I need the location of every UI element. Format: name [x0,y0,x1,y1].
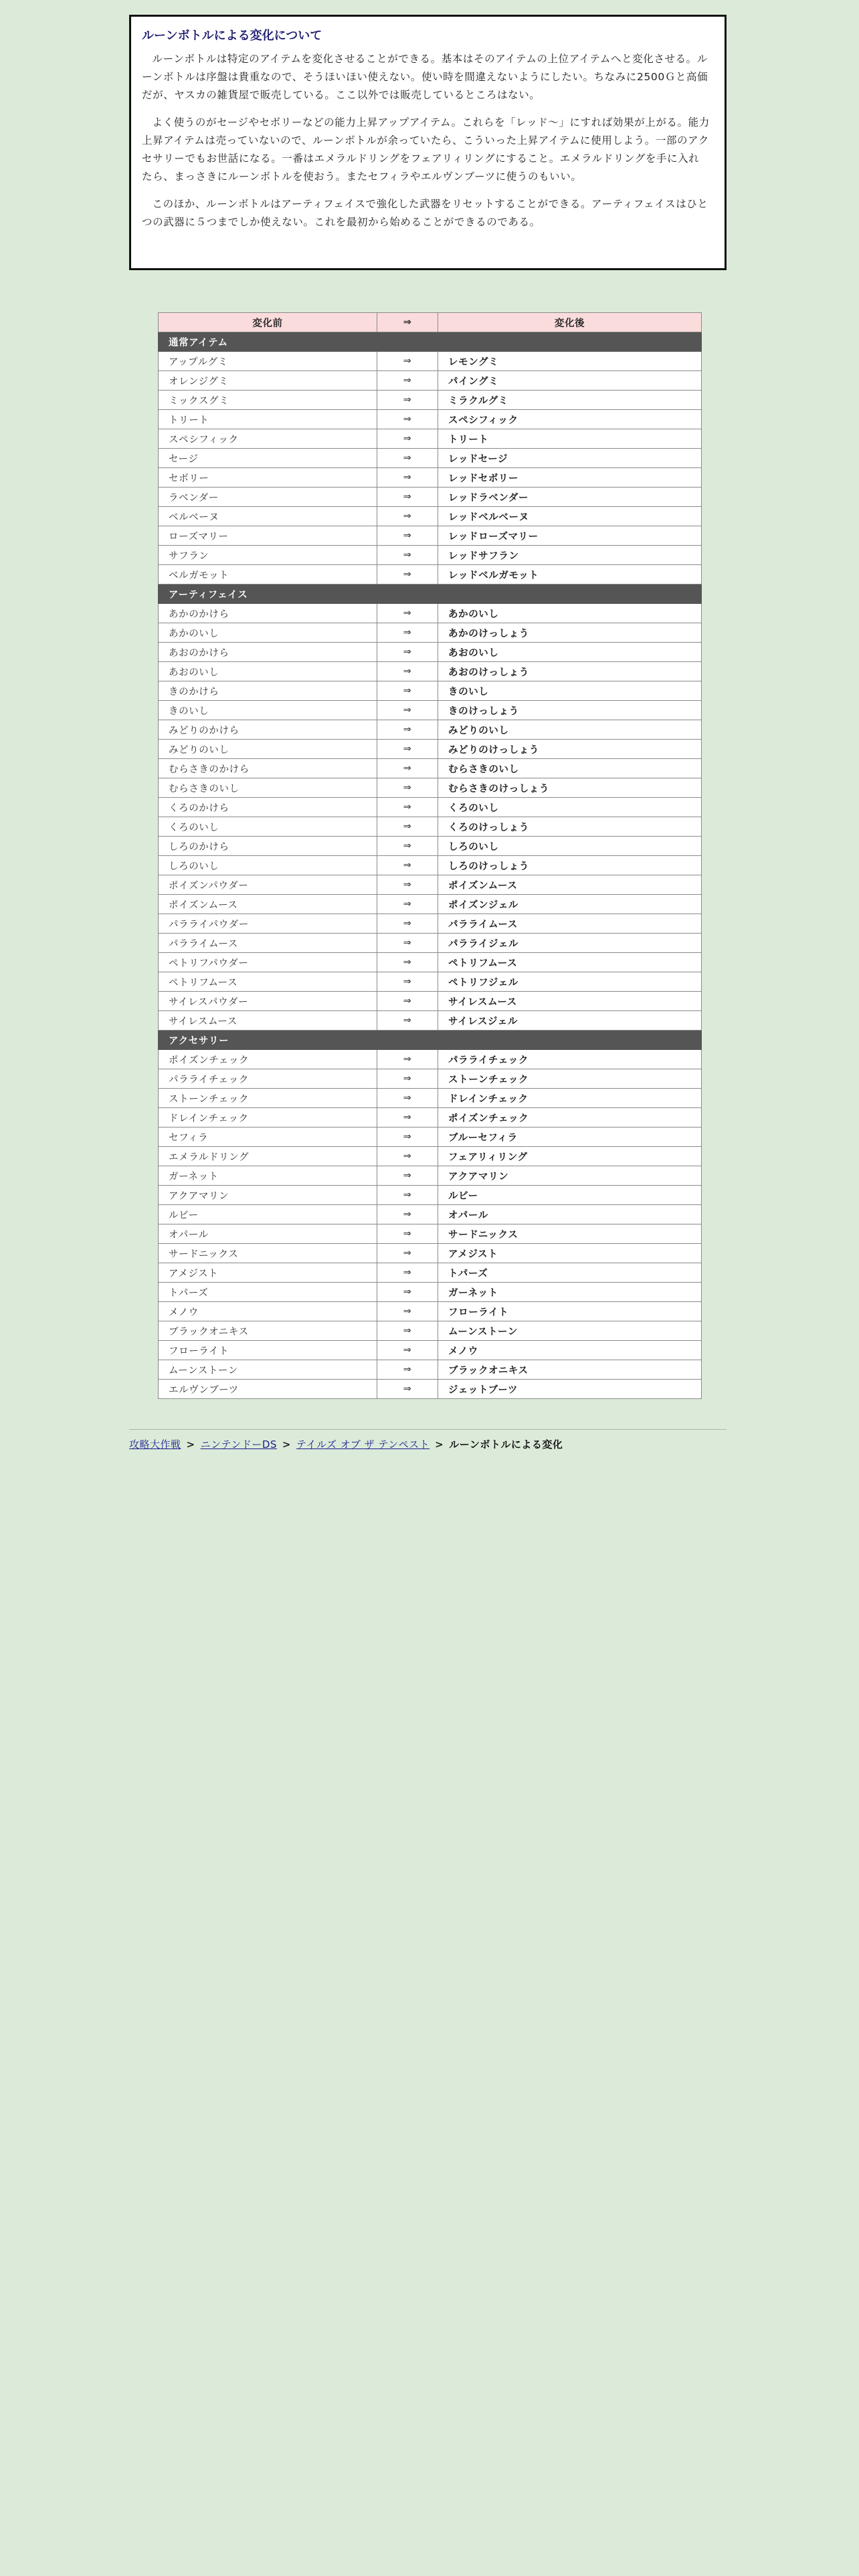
cell-before: みどりのかけら [159,720,377,740]
section-label: アクセサリー [159,1031,702,1050]
arrow-cell: ⇒ [377,856,438,875]
cell-before: ローズマリー [159,526,377,546]
table-row [159,429,702,449]
cell-after: レッドベルガモット [438,565,702,584]
cell-after: フローライト [438,1302,702,1321]
arrow-cell: ⇒ [377,1341,438,1360]
arrow-cell: ⇒ [377,759,438,778]
arrow-cell: ⇒ [377,391,438,410]
table-row [159,1302,702,1321]
info-paragraph: よく使うのがセージやセボリーなどの能力上昇アップアイテム。これらを「レッド～」にすれば効果が上がる。能力上昇アイテムは売っていないので、ルーンボトルが余っていたら、こういった上昇アイテムに使用しよう。一部のアクセサリーでもお世話になる。一番はエメラルドリングをフェアリィリングにすること。エメラルドリングを手に入れたら、まっさきにルーンボトルを使おう。またセフィラやエルヴンブーツに使うのもいい。 [142,116,710,183]
arrow-cell: ⇒ [377,895,438,914]
info-box [129,15,727,270]
table-row [159,1011,702,1031]
section-row [159,1031,702,1050]
table-row [159,468,702,488]
arrow-cell: ⇒ [377,526,438,546]
arrow-cell: ⇒ [377,1089,438,1108]
cell-after: あかのけっしょう [438,623,702,643]
cell-before: アクアマリン [159,1186,377,1205]
breadcrumb-separator: > [186,1438,195,1451]
cell-before: エメラルドリング [159,1147,377,1166]
cell-before: サフラン [159,546,377,565]
arrow-cell: ⇒ [377,875,438,895]
arrow-cell: ⇒ [377,972,438,992]
table-row [159,681,702,701]
arrow-cell: ⇒ [377,1283,438,1302]
arrow-cell: ⇒ [377,681,438,701]
table-body [159,332,702,1399]
cell-after: むらさきのけっしょう [438,778,702,798]
cell-after: レッドベルベーヌ [438,507,702,526]
table-row [159,1263,702,1283]
arrow-cell: ⇒ [377,817,438,837]
arrow-cell: ⇒ [377,643,438,662]
cell-after: しろのいし [438,837,702,856]
cell-after: メノウ [438,1341,702,1360]
table-row [159,798,702,817]
cell-before: パラライムース [159,934,377,953]
table-row [159,972,702,992]
arrow-cell: ⇒ [377,837,438,856]
cell-after: トリート [438,429,702,449]
breadcrumb-link-tales-of-the-tempest[interactable]: テイルズ オブ ザ テンペスト [296,1438,430,1451]
table-row [159,507,702,526]
section-row [159,584,702,604]
cell-after: ポイズンムース [438,875,702,895]
arrow-cell: ⇒ [377,352,438,371]
info-paragraph: このほか、ルーンボトルはアーティフェイスで強化した武器をリセットすることができる。アーティフェイスはひとつの武器に５つまでしか使えない。これを最初から始めることができるのである。 [142,198,708,228]
table-row [159,1186,702,1205]
table-row [159,895,702,914]
cell-after: くろのけっしょう [438,817,702,837]
arrow-cell: ⇒ [377,1108,438,1128]
arrow-cell: ⇒ [377,720,438,740]
cell-after: トパーズ [438,1263,702,1283]
table-row [159,1283,702,1302]
cell-after: ペトリフムース [438,953,702,972]
cell-after: ポイズンチェック [438,1108,702,1128]
arrow-cell: ⇒ [377,623,438,643]
arrow-cell: ⇒ [377,1011,438,1031]
cell-after: ジェットブーツ [438,1380,702,1399]
cell-before: しろのいし [159,856,377,875]
cell-before: あかのかけら [159,604,377,623]
cell-before: セボリー [159,468,377,488]
table-row [159,604,702,623]
cell-after: レモングミ [438,352,702,371]
cell-after: レッドセボリー [438,468,702,488]
cell-after: スペシフィック [438,410,702,429]
table-row [159,934,702,953]
section-label: 通常アイテム [159,332,702,352]
cell-before: ポイズンパウダー [159,875,377,895]
cell-after: レッドローズマリー [438,526,702,546]
cell-after: ガーネット [438,1283,702,1302]
cell-after: むらさきのいし [438,759,702,778]
table-row [159,662,702,681]
table-row [159,720,702,740]
cell-before: くろのかけら [159,798,377,817]
breadcrumb-link-nintendo-ds[interactable]: ニンテンドーDS [200,1438,277,1451]
table-row [159,623,702,643]
cell-after: きのいし [438,681,702,701]
header-before: 変化前 [159,313,377,332]
arrow-cell: ⇒ [377,1069,438,1089]
cell-after: オパール [438,1205,702,1224]
cell-after: サイレスジェル [438,1011,702,1031]
arrow-cell: ⇒ [377,1128,438,1147]
cell-before: きのいし [159,701,377,720]
table-row [159,449,702,468]
table-row [159,914,702,934]
cell-before: きのかけら [159,681,377,701]
table-row [159,526,702,546]
cell-before: ブラックオニキス [159,1321,377,1341]
table-row [159,391,702,410]
arrow-cell: ⇒ [377,565,438,584]
cell-before: むらさきのかけら [159,759,377,778]
cell-after: レッドサフラン [438,546,702,565]
table-row [159,1128,702,1147]
cell-before: サイレスムース [159,1011,377,1031]
arrow-cell: ⇒ [377,798,438,817]
breadcrumb-current: ルーンボトルによる変化 [449,1438,563,1451]
arrow-cell: ⇒ [377,1205,438,1224]
table-row [159,565,702,584]
table-row [159,875,702,895]
arrow-cell: ⇒ [377,701,438,720]
table-row [159,953,702,972]
breadcrumb-separator: > [435,1438,444,1451]
table-row [159,546,702,565]
table-row [159,1244,702,1263]
cell-before: アップルグミ [159,352,377,371]
breadcrumb-link-home[interactable]: 攻略大作戦 [129,1438,181,1451]
arrow-cell: ⇒ [377,1380,438,1399]
cell-after: ミラクルグミ [438,391,702,410]
cell-before: あおのいし [159,662,377,681]
cell-after: ストーンチェック [438,1069,702,1089]
table-row [159,817,702,837]
breadcrumb [129,1436,563,1453]
table-row [159,740,702,759]
cell-after: あおのけっしょう [438,662,702,681]
table-row [159,1108,702,1128]
footer-divider [129,1429,727,1430]
cell-before: スペシフィック [159,429,377,449]
arrow-cell: ⇒ [377,1302,438,1321]
arrow-cell: ⇒ [377,546,438,565]
cell-after: きのけっしょう [438,701,702,720]
cell-before: しろのかけら [159,837,377,856]
header-after: 変化後 [438,313,702,332]
info-paragraph: ルーンボトルは特定のアイテムを変化させることができる。基本はそのアイテムの上位アイテムへと変化させる。ルーンボトルは序盤は貴重なので、そうほいほい使えない。使い時を間違えないようにしたい。ちなみに2500Ｇと高価だが、ヤスカの雑貨屋で販売している。ここ以外では販売しているところはない。 [142,53,708,101]
cell-before: ストーンチェック [159,1089,377,1108]
cell-before: オレンジグミ [159,371,377,391]
table-row [159,1147,702,1166]
cell-after: アメジスト [438,1244,702,1263]
cell-before: ベルベーヌ [159,507,377,526]
cell-after: アクアマリン [438,1166,702,1186]
cell-after: みどりのいし [438,720,702,740]
table-header-row [159,313,702,332]
cell-after: レッドセージ [438,449,702,468]
arrow-cell: ⇒ [377,371,438,391]
cell-after: レッドラベンダー [438,488,702,507]
cell-after: パラライジェル [438,934,702,953]
cell-before: オパール [159,1224,377,1244]
cell-after: パラライチェック [438,1050,702,1069]
arrow-cell: ⇒ [377,1166,438,1186]
cell-before: ラベンダー [159,488,377,507]
arrow-cell: ⇒ [377,1263,438,1283]
table-row [159,371,702,391]
cell-before: ルビー [159,1205,377,1224]
cell-after: パラライムース [438,914,702,934]
table-row [159,1050,702,1069]
cell-after: ルビー [438,1186,702,1205]
cell-after: しろのけっしょう [438,856,702,875]
cell-after: ポイズンジェル [438,895,702,914]
table-row [159,1205,702,1224]
arrow-cell: ⇒ [377,934,438,953]
header-arrow: ⇒ [377,313,438,332]
cell-before: ベルガモット [159,565,377,584]
arrow-cell: ⇒ [377,914,438,934]
arrow-cell: ⇒ [377,992,438,1011]
arrow-cell: ⇒ [377,1360,438,1380]
arrow-cell: ⇒ [377,429,438,449]
cell-before: セフィラ [159,1128,377,1147]
arrow-cell: ⇒ [377,1050,438,1069]
table-row [159,856,702,875]
arrow-cell: ⇒ [377,1224,438,1244]
cell-before: ガーネット [159,1166,377,1186]
cell-after: ブラックオニキス [438,1360,702,1380]
table-row [159,701,702,720]
cell-after: パイングミ [438,371,702,391]
table-row [159,1089,702,1108]
cell-before: あおのかけら [159,643,377,662]
table-row [159,1341,702,1360]
table-row [159,1380,702,1399]
cell-before: みどりのいし [159,740,377,759]
cell-before: アメジスト [159,1263,377,1283]
change-table-wrapper [158,312,701,1399]
change-table [158,312,702,1399]
table-row [159,778,702,798]
table-row [159,837,702,856]
cell-after: サードニックス [438,1224,702,1244]
cell-before: あかのいし [159,623,377,643]
cell-before: ペトリフムース [159,972,377,992]
arrow-cell: ⇒ [377,488,438,507]
cell-after: あおのいし [438,643,702,662]
cell-after: ブルーセフィラ [438,1128,702,1147]
cell-before: くろのいし [159,817,377,837]
arrow-cell: ⇒ [377,953,438,972]
cell-before: トリート [159,410,377,429]
table-row [159,1321,702,1341]
arrow-cell: ⇒ [377,1244,438,1263]
cell-before: サードニックス [159,1244,377,1263]
section-label: アーティフェイス [159,584,702,604]
cell-before: ドレインチェック [159,1108,377,1128]
table-row [159,410,702,429]
arrow-cell: ⇒ [377,662,438,681]
arrow-cell: ⇒ [377,740,438,759]
cell-before: パラライパウダー [159,914,377,934]
cell-after: フェアリィリング [438,1147,702,1166]
arrow-cell: ⇒ [377,507,438,526]
cell-before: ペトリフパウダー [159,953,377,972]
table-row [159,352,702,371]
cell-after: ペトリフジェル [438,972,702,992]
arrow-cell: ⇒ [377,604,438,623]
cell-after: くろのいし [438,798,702,817]
table-row [159,1069,702,1089]
table-row [159,1224,702,1244]
cell-after: みどりのけっしょう [438,740,702,759]
arrow-cell: ⇒ [377,778,438,798]
cell-before: フローライト [159,1341,377,1360]
arrow-cell: ⇒ [377,449,438,468]
table-row [159,992,702,1011]
arrow-cell: ⇒ [377,468,438,488]
arrow-cell: ⇒ [377,1186,438,1205]
cell-before: むらさきのいし [159,778,377,798]
cell-before: セージ [159,449,377,468]
cell-before: サイレスパウダー [159,992,377,1011]
arrow-cell: ⇒ [377,410,438,429]
cell-before: メノウ [159,1302,377,1321]
cell-after: ドレインチェック [438,1089,702,1108]
cell-after: ムーンストーン [438,1321,702,1341]
cell-before: ミックスグミ [159,391,377,410]
section-row [159,332,702,352]
table-row [159,488,702,507]
cell-before: ムーンストーン [159,1360,377,1380]
cell-after: あかのいし [438,604,702,623]
table-row [159,759,702,778]
cell-before: トパーズ [159,1283,377,1302]
table-row [159,1360,702,1380]
cell-after: サイレスムース [438,992,702,1011]
info-title: ルーンボトルによる変化について [142,29,322,43]
arrow-cell: ⇒ [377,1321,438,1341]
table-row [159,643,702,662]
cell-before: ポイズンチェック [159,1050,377,1069]
table-row [159,1166,702,1186]
cell-before: ポイズンムース [159,895,377,914]
breadcrumb-separator: > [282,1438,291,1451]
cell-before: エルヴンブーツ [159,1380,377,1399]
arrow-cell: ⇒ [377,1147,438,1166]
cell-before: パラライチェック [159,1069,377,1089]
